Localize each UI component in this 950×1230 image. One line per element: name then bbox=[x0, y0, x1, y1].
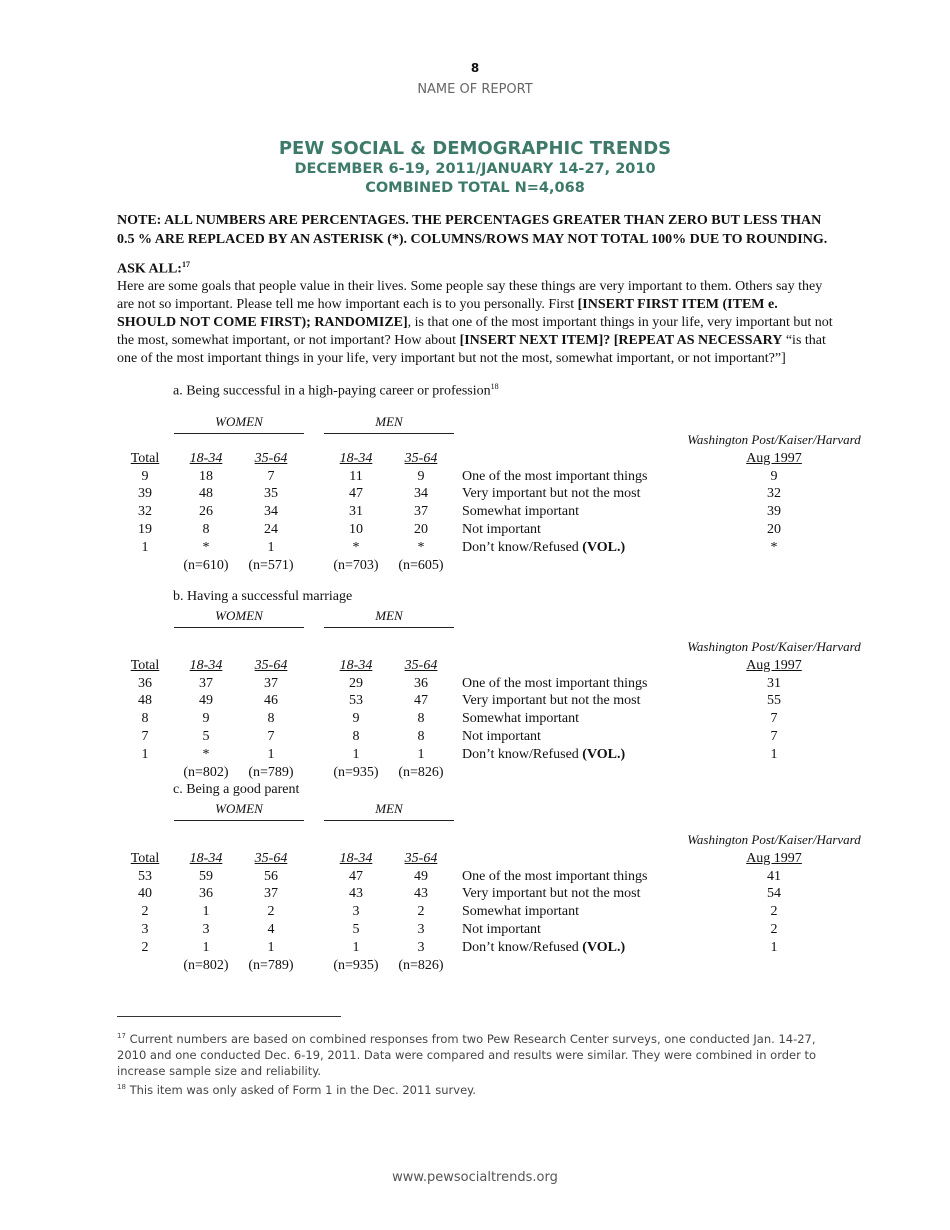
title-line-1: PEW SOCIAL & DEMOGRAPHIC TRENDS bbox=[278, 138, 672, 159]
report-name: NAME OF REPORT bbox=[417, 82, 533, 97]
table-cell: 31 bbox=[767, 675, 781, 691]
table-cell: 3 bbox=[202, 921, 210, 937]
table-cell: 18 bbox=[199, 468, 213, 484]
response-label bbox=[462, 522, 541, 538]
response-label-text: Somewhat important bbox=[462, 504, 580, 520]
table-cell: 8 bbox=[267, 711, 275, 727]
response-label-text: Not important bbox=[462, 521, 541, 537]
table-cell: 9 bbox=[202, 711, 210, 727]
table-cell: 29 bbox=[349, 675, 363, 691]
table-cell: 40 bbox=[138, 886, 152, 902]
total-column-header: Total bbox=[130, 451, 160, 466]
response-label bbox=[462, 747, 625, 763]
table-cell: 53 bbox=[138, 868, 152, 884]
table-cell: 59 bbox=[199, 868, 213, 884]
table-cell: 2 bbox=[417, 904, 425, 920]
women-age-35-64-header: 35-64 bbox=[254, 658, 288, 673]
sample-size: (n=935) bbox=[333, 764, 379, 780]
table-cell: 8 bbox=[141, 711, 149, 727]
footnote-18 bbox=[117, 1079, 837, 1098]
table-cell: 3 bbox=[417, 921, 425, 937]
ask-all-label bbox=[117, 260, 190, 278]
women-age-18-34-header: 18-34 bbox=[189, 851, 223, 866]
table-cell: 8 bbox=[202, 521, 210, 537]
sample-size: (n=789) bbox=[248, 957, 294, 973]
table-cell: 46 bbox=[264, 693, 278, 709]
women-group-header: WOMEN bbox=[174, 608, 304, 628]
question-text bbox=[117, 278, 833, 368]
footnote-17-num: 17 bbox=[117, 1032, 126, 1040]
question-part-2: , is that one of the most important things in your life, very important but not the most, somewhat important, or not important? How about bbox=[117, 315, 833, 348]
table-cell: 24 bbox=[264, 521, 278, 537]
footer-url: www.pewsocialtrends.org bbox=[392, 1170, 558, 1185]
item-label-text: c. Being a good parent bbox=[173, 782, 300, 797]
table-cell: * bbox=[202, 746, 210, 762]
table-cell: 43 bbox=[414, 886, 428, 902]
table-cell: 34 bbox=[414, 486, 428, 502]
table-cell: 37 bbox=[264, 675, 278, 691]
table-cell: 37 bbox=[199, 675, 213, 691]
sample-size: (n=610) bbox=[183, 557, 229, 573]
table-cell: 19 bbox=[138, 521, 152, 537]
vol-label: (VOL.) bbox=[582, 746, 626, 762]
table-cell: 1 bbox=[202, 939, 210, 955]
response-label-text: Somewhat important bbox=[462, 711, 580, 727]
table-cell: 37 bbox=[414, 504, 428, 520]
response-label-text: Don’t know/Refused bbox=[462, 746, 583, 762]
table-cell: 3 bbox=[417, 939, 425, 955]
table-cell: 56 bbox=[264, 868, 278, 884]
sample-size: (n=789) bbox=[248, 764, 294, 780]
title-line-3: COMBINED TOTAL N=4,068 bbox=[365, 180, 585, 196]
table-cell: 3 bbox=[352, 904, 360, 920]
ask-all-footnote-ref: 17 bbox=[181, 260, 190, 269]
response-label bbox=[462, 693, 640, 709]
vol-label: (VOL.) bbox=[582, 539, 626, 555]
table-cell: 4 bbox=[267, 921, 275, 937]
total-column-header: Total bbox=[130, 851, 160, 866]
men-age-18-34-header: 18-34 bbox=[339, 658, 373, 673]
table-cell: 1 bbox=[267, 746, 275, 762]
footnotes bbox=[117, 1028, 837, 1098]
table-cell: * bbox=[770, 539, 778, 555]
table-cell: 9 bbox=[417, 468, 425, 484]
item-footnote-ref: 18 bbox=[490, 382, 499, 391]
women-group-header: WOMEN bbox=[174, 801, 304, 821]
table-cell: 35 bbox=[264, 486, 278, 502]
table-cell: 48 bbox=[199, 486, 213, 502]
table-cell: 7 bbox=[770, 711, 778, 727]
women-age-35-64-header: 35-64 bbox=[254, 451, 288, 466]
table-cell: 2 bbox=[770, 904, 778, 920]
table-cell: 7 bbox=[770, 728, 778, 744]
response-label bbox=[462, 711, 579, 727]
table-cell: 41 bbox=[767, 868, 781, 884]
response-label bbox=[462, 486, 640, 502]
trend-date-header: Aug 1997 bbox=[746, 451, 802, 466]
men-age-18-34-header: 18-34 bbox=[339, 451, 373, 466]
response-label-text: Somewhat important bbox=[462, 904, 580, 920]
question-bold-2: [INSERT NEXT ITEM]? [REPEAT AS NECESSARY bbox=[459, 333, 783, 348]
sample-size: (n=703) bbox=[333, 557, 379, 573]
table-cell: 1 bbox=[141, 539, 149, 555]
title-block bbox=[0, 138, 950, 198]
table-cell: 47 bbox=[414, 693, 428, 709]
table-cell: 9 bbox=[770, 468, 778, 484]
table-cell: 2 bbox=[141, 939, 149, 955]
men-group-header: MEN bbox=[324, 608, 454, 628]
response-label bbox=[462, 940, 625, 956]
table-cell: 9 bbox=[352, 711, 360, 727]
table-cell: 32 bbox=[138, 504, 152, 520]
response-label bbox=[462, 729, 541, 745]
table-cell: 53 bbox=[349, 693, 363, 709]
table-cell: 37 bbox=[264, 886, 278, 902]
vol-label: (VOL.) bbox=[582, 939, 626, 955]
response-label-text: One of the most important things bbox=[462, 868, 648, 884]
ask-all-text: ASK ALL: bbox=[117, 261, 182, 277]
men-age-35-64-header: 35-64 bbox=[404, 451, 438, 466]
footnote-17 bbox=[117, 1028, 837, 1079]
table-cell: 2 bbox=[770, 921, 778, 937]
sample-size: (n=826) bbox=[398, 764, 444, 780]
women-age-35-64-header: 35-64 bbox=[254, 851, 288, 866]
sample-size: (n=802) bbox=[183, 764, 229, 780]
response-label-text: One of the most important things bbox=[462, 675, 648, 691]
men-group-header: MEN bbox=[324, 414, 454, 434]
footnote-divider bbox=[117, 1016, 341, 1017]
question-part-3: “is that one of the most important things in your life, very important but not the most, somewhat important, or not important?”] bbox=[117, 333, 826, 366]
table-cell: 2 bbox=[267, 904, 275, 920]
table-cell: 1 bbox=[267, 539, 275, 555]
table-cell: 1 bbox=[352, 939, 360, 955]
table-cell: 1 bbox=[267, 939, 275, 955]
table-cell: 55 bbox=[767, 693, 781, 709]
women-age-18-34-header: 18-34 bbox=[189, 451, 223, 466]
table-cell: * bbox=[202, 539, 210, 555]
page-number: 8 bbox=[470, 61, 480, 75]
item-label-text: a. Being successful in a high-paying career or profession bbox=[173, 383, 491, 399]
footnote-18-text: This item was only asked of Form 1 in the Dec. 2011 survey. bbox=[125, 1082, 476, 1097]
sample-size: (n=826) bbox=[398, 957, 444, 973]
men-age-35-64-header: 35-64 bbox=[404, 851, 438, 866]
table-cell: 10 bbox=[349, 521, 363, 537]
trend-source-label: Washington Post/Kaiser/Harvard bbox=[687, 639, 861, 654]
men-age-18-34-header: 18-34 bbox=[339, 851, 373, 866]
response-label-text: Very important but not the most bbox=[462, 693, 641, 709]
total-column-header: Total bbox=[130, 658, 160, 673]
table-cell: 7 bbox=[141, 728, 149, 744]
women-age-18-34-header: 18-34 bbox=[189, 658, 223, 673]
trend-date-header: Aug 1997 bbox=[746, 658, 802, 673]
response-label bbox=[462, 469, 647, 485]
sample-size: (n=935) bbox=[333, 957, 379, 973]
response-label bbox=[462, 904, 579, 920]
table-cell: 26 bbox=[199, 504, 213, 520]
item-label bbox=[173, 782, 299, 798]
sample-size: (n=571) bbox=[248, 557, 294, 573]
response-label bbox=[462, 886, 640, 902]
response-label bbox=[462, 869, 647, 885]
table-cell: 47 bbox=[349, 486, 363, 502]
sample-size: (n=802) bbox=[183, 957, 229, 973]
item-label bbox=[173, 589, 352, 605]
response-label-text: Not important bbox=[462, 728, 541, 744]
trend-source-label: Washington Post/Kaiser/Harvard bbox=[687, 832, 861, 847]
percentage-note: NOTE: ALL NUMBERS ARE PERCENTAGES. THE PERCENTAGES GREATER THAN ZERO BUT LESS THAN 0.5 % ARE REPLACED BY AN ASTERISK (*). COLUMNS/ROWS MAY NOT TOTAL 100% DUE TO ROUNDING. bbox=[117, 213, 828, 247]
table-cell: 31 bbox=[349, 504, 363, 520]
table-cell: 11 bbox=[349, 468, 363, 484]
table-cell: 43 bbox=[349, 886, 363, 902]
table-cell: 5 bbox=[352, 921, 360, 937]
table-cell: 48 bbox=[138, 693, 152, 709]
table-cell: * bbox=[417, 539, 425, 555]
table-cell: 1 bbox=[770, 746, 778, 762]
table-cell: 9 bbox=[141, 468, 149, 484]
table-cell: 39 bbox=[138, 486, 152, 502]
table-cell: 39 bbox=[767, 504, 781, 520]
table-cell: 8 bbox=[417, 711, 425, 727]
women-group-header: WOMEN bbox=[174, 414, 304, 434]
table-cell: 7 bbox=[267, 728, 275, 744]
table-cell: 2 bbox=[141, 904, 149, 920]
table-cell: 5 bbox=[202, 728, 210, 744]
question-part-1: Here are some goals that people value in their lives. Some people say these things are very important to them. Others say they are not so important. Please tell me how important each is to you personally. First bbox=[117, 279, 823, 312]
footnote-17-text: Current numbers are based on combined responses from two Pew Research Center surveys, one conducted Jan. 14-27, 2010 and one conducted Dec. 6-19, 2011. Data were compared and results were similar. They were combined in order to increase sample size and reliability. bbox=[117, 1031, 817, 1078]
men-age-35-64-header: 35-64 bbox=[404, 658, 438, 673]
table-cell: 32 bbox=[767, 486, 781, 502]
response-label bbox=[462, 676, 647, 692]
sample-size: (n=605) bbox=[398, 557, 444, 573]
table-cell: 1 bbox=[352, 746, 360, 762]
item-label-text: b. Having a successful marriage bbox=[173, 589, 353, 604]
item-label bbox=[173, 382, 499, 400]
table-cell: * bbox=[352, 539, 360, 555]
table-cell: 1 bbox=[417, 746, 425, 762]
response-label-text: Very important but not the most bbox=[462, 486, 641, 502]
response-label-text: One of the most important things bbox=[462, 468, 648, 484]
table-cell: 49 bbox=[199, 693, 213, 709]
trend-date-header: Aug 1997 bbox=[746, 851, 802, 866]
men-group-header: MEN bbox=[324, 801, 454, 821]
table-cell: 1 bbox=[141, 746, 149, 762]
response-label-text: Don’t know/Refused bbox=[462, 539, 583, 555]
table-cell: 49 bbox=[414, 868, 428, 884]
table-cell: 3 bbox=[141, 921, 149, 937]
table-cell: 36 bbox=[414, 675, 428, 691]
response-label bbox=[462, 504, 579, 520]
footnote-18-num: 18 bbox=[117, 1082, 126, 1091]
table-cell: 20 bbox=[767, 521, 781, 537]
table-cell: 20 bbox=[414, 521, 428, 537]
table-cell: 36 bbox=[138, 675, 152, 691]
response-label-text: Don’t know/Refused bbox=[462, 939, 583, 955]
trend-source-label: Washington Post/Kaiser/Harvard bbox=[687, 432, 861, 447]
response-label-text: Very important but not the most bbox=[462, 886, 641, 902]
title-line-2: DECEMBER 6-19, 2011/JANUARY 14-27, 2010 bbox=[294, 161, 656, 177]
table-cell: 47 bbox=[349, 868, 363, 884]
response-label-text: Not important bbox=[462, 921, 541, 937]
table-cell: 36 bbox=[199, 886, 213, 902]
table-cell: 8 bbox=[417, 728, 425, 744]
table-cell: 7 bbox=[267, 468, 275, 484]
question-bold-1: [INSERT FIRST ITEM (ITEM e. SHOULD NOT COME FIRST); RANDOMIZE] bbox=[117, 297, 778, 330]
response-label bbox=[462, 922, 541, 938]
table-cell: 8 bbox=[352, 728, 360, 744]
response-label bbox=[462, 540, 625, 556]
table-cell: 1 bbox=[770, 939, 778, 955]
table-cell: 1 bbox=[202, 904, 210, 920]
table-cell: 34 bbox=[264, 504, 278, 520]
table-cell: 54 bbox=[767, 886, 781, 902]
